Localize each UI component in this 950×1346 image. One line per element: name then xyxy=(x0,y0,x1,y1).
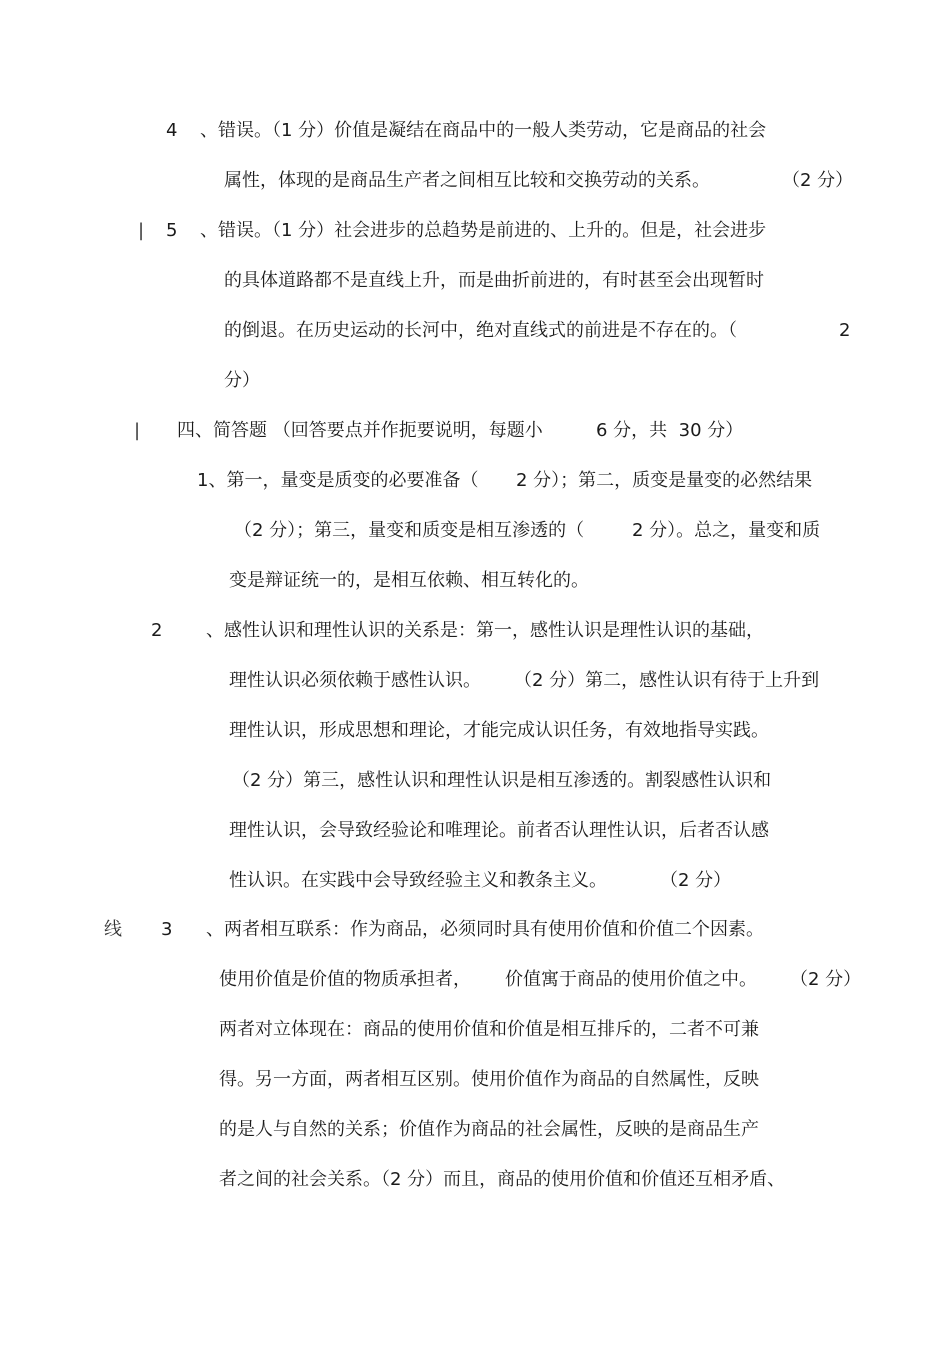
score-label: （2 分） xyxy=(782,170,854,191)
margin-bar: | xyxy=(138,220,145,241)
answer-line: 2 分）；第二，质变是量变的必然结果 xyxy=(516,470,813,491)
score-label: （2 分） xyxy=(790,969,862,990)
answer-line: 者之间的社会关系。（2 分）而且，商品的使用价值和价值还互相矛盾、 xyxy=(219,1169,786,1190)
answer-line: 属性，体现的是商品生产者之间相互比较和交换劳动的关系。 xyxy=(224,170,710,191)
answer-line: （2 分）第二，感性认识有待于上升到 xyxy=(514,670,820,691)
item-number: 3 xyxy=(161,919,173,940)
answer-line: 得。另一方面，两者相互区别。使用价值作为商品的自然属性，反映 xyxy=(219,1069,759,1090)
answer-line: 1、第一，量变是质变的必要准备（ xyxy=(197,470,479,491)
score-label: 2 xyxy=(839,320,851,341)
answer-line: 的具体道路都不是直线上升，而是曲折前进的，有时甚至会出现暂时 xyxy=(224,270,764,291)
item-number: 2 xyxy=(151,620,163,641)
answer-line: 、两者相互联系：作为商品，必须同时具有使用价值和价值二个因素。 xyxy=(206,919,764,940)
answer-line: 使用价值是价值的物质承担者， xyxy=(219,969,471,990)
answer-line: 变是辩证统一的，是相互依赖、相互转化的。 xyxy=(229,570,589,591)
item-number: 4 xyxy=(166,120,178,141)
score-label: （2 分） xyxy=(660,870,732,891)
answer-line: 理性认识必须依赖于感性认识。 xyxy=(229,670,481,691)
answer-line: （2 分）；第三，量变和质变是相互渗透的（ xyxy=(234,520,585,541)
answer-line: 、错误。（1 分）价值是凝结在商品中的一般人类劳动，它是商品的社会 xyxy=(200,120,767,141)
answer-line: 理性认识，会导致经验论和唯理论。前者否认理性认识，后者否认感 xyxy=(229,820,769,841)
answer-line: 2 分）。总之，量变和质 xyxy=(632,520,821,541)
section-heading: 四、简答题 （回答要点并作扼要说明，每题小 xyxy=(177,420,543,441)
answer-line: 、感性认识和理性认识的关系是：第一，感性认识是理性认识的基础， xyxy=(206,620,764,641)
answer-line: 理性认识，形成思想和理论，才能完成认识任务，有效地指导实践。 xyxy=(229,720,769,741)
answer-line: 、错误。（1 分）社会进步的总趋势是前进的、上升的。但是，社会进步 xyxy=(200,220,767,241)
answer-line: 的是人与自然的关系；价值作为商品的社会属性，反映的是商品生产 xyxy=(219,1119,759,1140)
answer-line: 价值寓于商品的使用价值之中。 xyxy=(505,969,757,990)
margin-bar: | xyxy=(134,420,141,441)
binding-line-label: 线 xyxy=(104,919,122,940)
answer-line: 性认识。在实践中会导致经验主义和教条主义。 xyxy=(229,870,607,891)
answer-line: （2 分）第三，感性认识和理性认识是相互渗透的。割裂感性认识和 xyxy=(232,770,772,791)
answer-line: 的倒退。在历史运动的长河中，绝对直线式的前进是不存在的。（ xyxy=(224,320,737,341)
answer-line: 分） xyxy=(224,370,260,391)
item-number: 5 xyxy=(166,220,178,241)
answer-line: 两者对立体现在：商品的使用价值和价值是相互排斥的，二者不可兼 xyxy=(219,1019,759,1040)
section-heading-tail: 6 分，共 30 分） xyxy=(596,420,744,441)
